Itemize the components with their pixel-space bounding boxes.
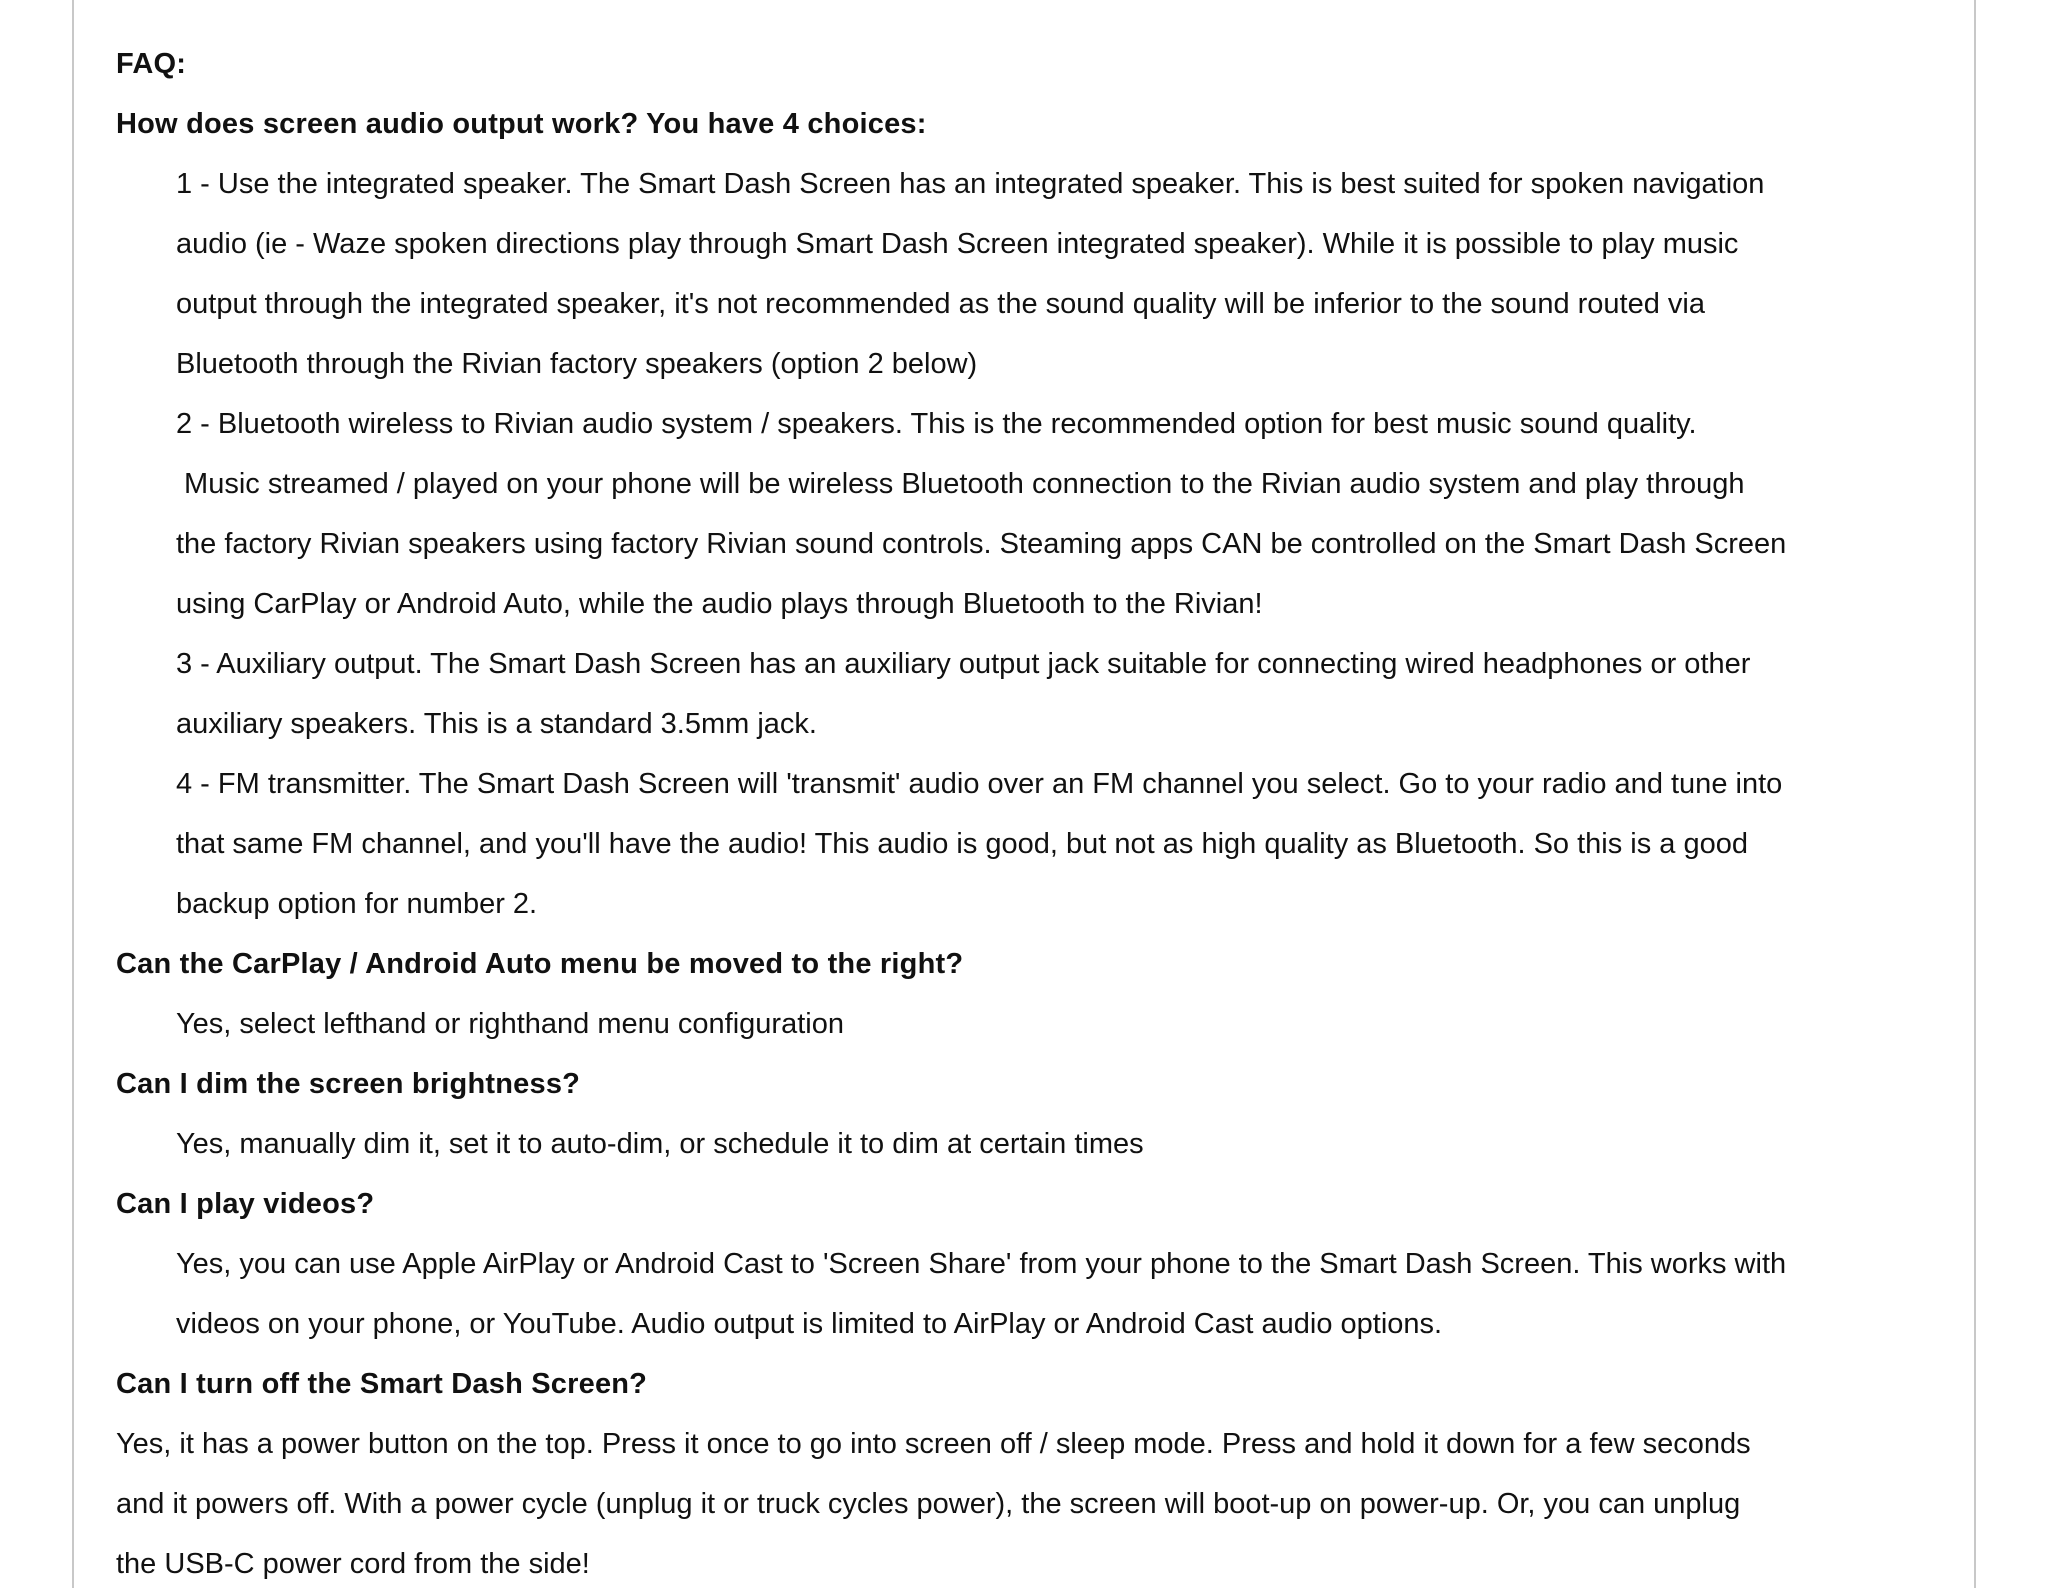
- faq-answer-line: Yes, select lefthand or righthand menu configuration: [176, 1008, 844, 1040]
- faq-answer-line: 2 - Bluetooth wireless to Rivian audio system / speakers. This is the recommended option for best music sound quality.: [176, 408, 1697, 440]
- faq-answer-line: output through the integrated speaker, it's not recommended as the sound quality will be inferior to the sound routed via: [176, 288, 1705, 320]
- faq-answer-line: that same FM channel, and you'll have the audio! This audio is good, but not as high quality as Bluetooth. So this is a good: [176, 828, 1749, 860]
- faq-answer-line: videos on your phone, or YouTube. Audio output is limited to AirPlay or Android Cast audio options.: [176, 1308, 1443, 1340]
- faq-answer-line: 4 - FM transmitter. The Smart Dash Screen will 'transmit' audio over an FM channel you select. Go to your radio and tune into: [176, 768, 1783, 800]
- faq-question-power-off: Can I turn off the Smart Dash Screen?: [116, 1368, 648, 1400]
- faq-answer-line: auxiliary speakers. This is a standard 3.5mm jack.: [176, 708, 817, 740]
- faq-answer-line: Yes, you can use Apple AirPlay or Android Cast to 'Screen Share' from your phone to the Smart Dash Screen. This works with: [176, 1248, 1787, 1280]
- faq-question-videos: Can I play videos?: [116, 1188, 375, 1220]
- faq-question-menu-position: Can the CarPlay / Android Auto menu be moved to the right?: [116, 948, 964, 980]
- faq-answer-line: the USB-C power cord from the side!: [116, 1548, 590, 1580]
- faq-answer-line: using CarPlay or Android Auto, while the audio plays through Bluetooth to the Rivian!: [176, 588, 1263, 620]
- faq-answer-line: and it powers off. With a power cycle (unplug it or truck cycles power), the screen will boot-up on power-up. Or, you can unplug: [116, 1488, 1741, 1520]
- faq-answer-line: Music streamed / played on your phone will be wireless Bluetooth connection to the Rivian audio system and play through: [176, 468, 1745, 500]
- faq-question-brightness: Can I dim the screen brightness?: [116, 1068, 581, 1100]
- faq-answer-line: backup option for number 2.: [176, 888, 538, 920]
- faq-question-audio-output: How does screen audio output work? You have 4 choices:: [116, 108, 927, 140]
- faq-answer-line: Bluetooth through the Rivian factory speakers (option 2 below): [176, 348, 978, 380]
- faq-answer-line: Yes, manually dim it, set it to auto-dim, or schedule it to dim at certain times: [176, 1128, 1144, 1160]
- faq-answer-line: 3 - Auxiliary output. The Smart Dash Screen has an auxiliary output jack suitable for connecting wired headphones or other: [176, 648, 1751, 680]
- faq-answer-line: audio (ie - Waze spoken directions play through Smart Dash Screen integrated speaker). While it is possible to play music: [176, 228, 1739, 260]
- faq-answer-line: the factory Rivian speakers using factory Rivian sound controls. Steaming apps CAN be controlled on the Smart Dash Screen: [176, 528, 1787, 560]
- content-panel: [72, 0, 1976, 1588]
- faq-answer-line: 1 - Use the integrated speaker. The Smart Dash Screen has an integrated speaker. This is best suited for spoken navigation: [176, 168, 1765, 200]
- faq-title: FAQ:: [116, 48, 187, 80]
- faq-section: [116, 34, 1976, 1594]
- faq-answer-line: Yes, it has a power button on the top. Press it once to go into screen off / sleep mode. Press and hold it down for a few seconds: [116, 1428, 1751, 1460]
